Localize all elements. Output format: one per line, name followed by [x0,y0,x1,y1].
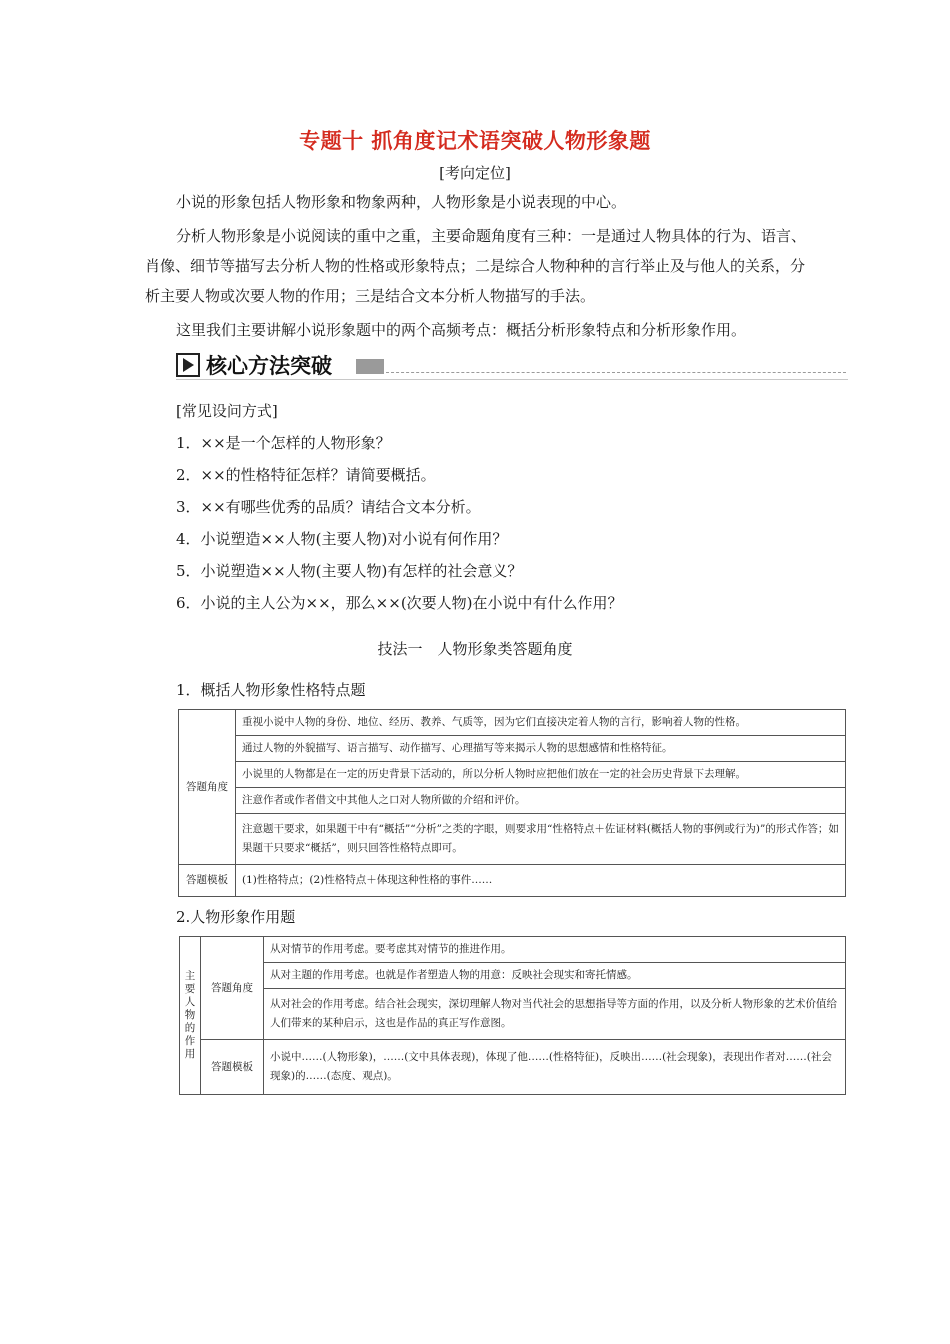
table-row [180,963,846,989]
table-cell: 注意题干要求，如果题干中有“概括”“分析”之类的字眼，则要求用“性格特点＋佐证材料(概括人物的事例或行为)”的形式作答；如果题干只要求“概括”，则只回答性格特点即可。 [236,814,846,865]
banner-underline [176,379,848,380]
table-row [179,788,846,814]
side-label-cell: 主要人物的作用 [180,937,201,1095]
list-header: [常见设问方式] [176,402,278,420]
table-cell: 小说里的人物都是在一定的历史背景下活动的，所以分析人物时应把他们放在一定的社会历史背景下去理解。 [236,762,846,788]
table-row [179,710,846,736]
section-subhead: [考向定位] [439,164,511,182]
table-row [180,1040,846,1095]
table-row [180,989,846,1040]
page-title: 专题十 抓角度记术语突破人物形象题 [299,129,651,153]
arrow-box-icon [176,353,200,377]
angle-label-cell: 答题角度 [179,710,236,865]
table-row [179,762,846,788]
table-row [179,736,846,762]
table-cell: 从对社会的作用考虑。结合社会现实，深切理解人物对当代社会的思想指导等方面的作用，以及分析人物形象的艺术价值给人们带来的某种启示，这也是作品的真正写作意图。 [264,989,846,1040]
intro-paragraph: 小说的形象包括人物形象和物象两种，人物形象是小说表现的中心。 [176,193,627,211]
table-cell: 从对情节的作用考虑。要考虑其对情节的推进作用。 [264,937,846,963]
technique-title: 技法一 人物形象类答题角度 [377,640,573,658]
banner-gray-block [356,359,384,374]
section2-heading: 2.人物形象作用题 [176,908,296,926]
list-item: 3．××有哪些优秀的品质？请结合文本分析。 [176,498,481,516]
list-item: 5．小说塑造××人物(主要人物)有怎样的社会意义？ [176,562,523,580]
table-cell: 小说中……(人物形象)，……(文中具体表现)，体现了他……(性格特征)，反映出……(社会现象)，表现出作者对……(社会现象)的……(态度、观点)。 [264,1040,846,1095]
table-cell: 通过人物的外貌描写、语言描写、动作描写、心理描写等来揭示人物的思想感情和性格特征。 [236,736,846,762]
banner-label: 核心方法突破 [206,354,332,378]
list-item: 4．小说塑造××人物(主要人物)对小说有何作用？ [176,530,508,548]
banner-rule [386,372,846,373]
table-row [179,865,846,897]
section-banner [176,348,848,382]
table-cell: 注意作者或作者借文中其他人之口对人物所做的介绍和评价。 [236,788,846,814]
list-item: 1．××是一个怎样的人物形象？ [176,434,391,452]
question-list [176,395,826,619]
intro-paragraph: 分析人物形象是小说阅读的重中之重，主要命题角度有三种：一是通过人物具体的行为、语言、肖像、细节等描写去分析人物的性格或形象特点；二是综合人物种种的言行举止及与他人的关系，分析主要人物或次要人物的作用；三是结合文本分析人物描写的手法。 [145,227,807,305]
role-table [179,936,846,1095]
section1-heading: 1．概括人物形象性格特点题 [176,681,366,699]
table-cell: 重视小说中人物的身份、地位、经历、教养、气质等，因为它们直接决定着人物的言行，影响着人物的性格。 [236,710,846,736]
list-item: 6．小说的主人公为××，那么××(次要人物)在小说中有什么作用？ [176,594,623,612]
template-label-cell: 答题模板 [201,1040,264,1095]
table-row [179,814,846,865]
template-label-cell: 答题模板 [179,865,236,897]
characteristics-table [178,709,846,897]
table-cell: (1)性格特点；(2)性格特点＋体现这种性格的事件…… [236,865,846,897]
list-item: 2．××的性格特征怎样？请简要概括。 [176,466,436,484]
table-cell: 从对主题的作用考虑。也就是作者塑造人物的用意：反映社会现实和寄托情感。 [264,963,846,989]
table-row [180,937,846,963]
angle-label-cell: 答题角度 [201,937,264,1040]
intro-paragraph: 这里我们主要讲解小说形象题中的两个高频考点：概括分析形象特点和分析形象作用。 [176,321,747,339]
